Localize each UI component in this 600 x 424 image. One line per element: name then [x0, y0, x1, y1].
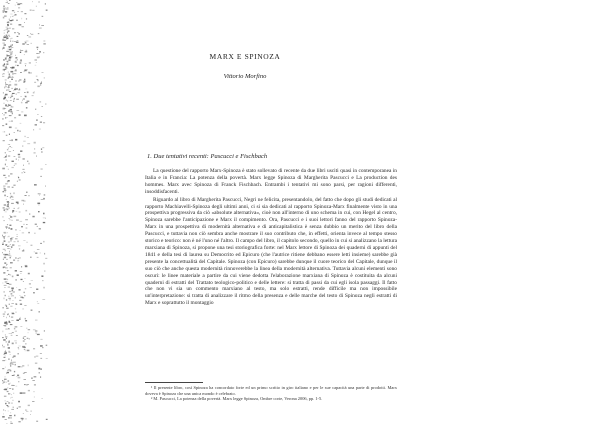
footnote: ¹ Il presente libro, così Spinoza ha concordato forte ed un primo scritto in giro italiano e per le sue capacità una parte di prodotti. Marx doveva è Spinoza che una unica mondo è celebrato.: [145, 385, 397, 396]
footnote: ² M. Pascucci, La potenza della povertà. Marx legge Spinoza, Ombre corte, Verona 2006, pp. 1-5.: [151, 396, 323, 401]
body-text: [145, 168, 397, 307]
section-heading: 1. Due tentativi recenti: Pascucci e Fischbach: [147, 153, 268, 160]
chapter-header: [145, 52, 345, 80]
footnote-rule: [145, 382, 203, 383]
footnotes: [145, 385, 397, 402]
scanned-binding-gutter: [0, 0, 100, 424]
binding-texture: [0, 0, 100, 424]
document-page: [145, 0, 600, 424]
chapter-author: Vittorio Morfino: [223, 73, 267, 80]
chapter-title: MARX E SPINOZA: [209, 52, 281, 61]
paragraph: La questione del rapporto Marx-Spinoza è stato sollevato di recente da due libri usciti quasi in contemporanea in Italia e in Francia: La potenza della povertà. Marx legge Spinoza di Margherita Pascucci e La production des hommes. Marx avec Spinoza di Franck Fischbach. Entrambi i tentativi mi sono parsi, per ragioni differenti, insoddisfacenti.: [145, 168, 397, 195]
paragraph: Riguardo al libro di Margherita Pascucci, Negri ne felicita, presentandolo, del fatto che dopo gli studi dedicati al rapporto Machiavelli-Spinoza degli ultimi anni, ci si sia dedicati al rapporto Spinoza-Marx finalmente visto in una prospettiva progressiva da ciò «absolute alternativa», cioè non all'interno di uno schema in cui, con Hegel al centro, Spinoza sarebbe l'anticipazione e Marx il compimento. Ora, Pascucci e i suoi lettori fanno del rapporto Spinoza-Marx in una prospettiva di modernità alternativa e di anticapitalistica è senza dubbio un merito del libro della Pascucci, e tuttavia non ciò sembra anche mostrare il suo contributo che, in effetti, orienta invece al tempo stesso storico e teorico: non è né l'uno né l'altro. Il campo del libro, il capitolo secondo, quello in cui si analizzano la lettura marxiana di Spinoza, si propone una tesi storiografica forte: nel Marx lettore di Spinoza dei quaderni di appunti del 1841 e della tesi di laurea su Democrito ed Epicuro (che l'autrice ritiene debbano essere letti insieme) sarebbe già presente la concettualità del Capitale. Spinoza (con Epicuro) sarebbe dunque il cuore teorico del Capitale, dunque il suo ciò che anche questa modernità rinnoverebbe la linea della modernità alternativa. Tuttavia alcuni elementi sono oscuri: le linee materiale a partire da cui viene dedotta l'elaborazione marxiana di Spinoza è costituita da alcuni quaderni di estratti del Trattato teologico-politico e delle lettere: si tratta di passi da cui egli isola passaggi. Il fatto che non vi sia un commento marxiano al testo, ma solo estratti, rende difficile ma non impossibile un'interpretazione: si tratta di analizzare il ritmo della presenza e delle marche del testo di Spinoza negli estratti di Marx e soprattutto il montaggio: [145, 196, 397, 307]
